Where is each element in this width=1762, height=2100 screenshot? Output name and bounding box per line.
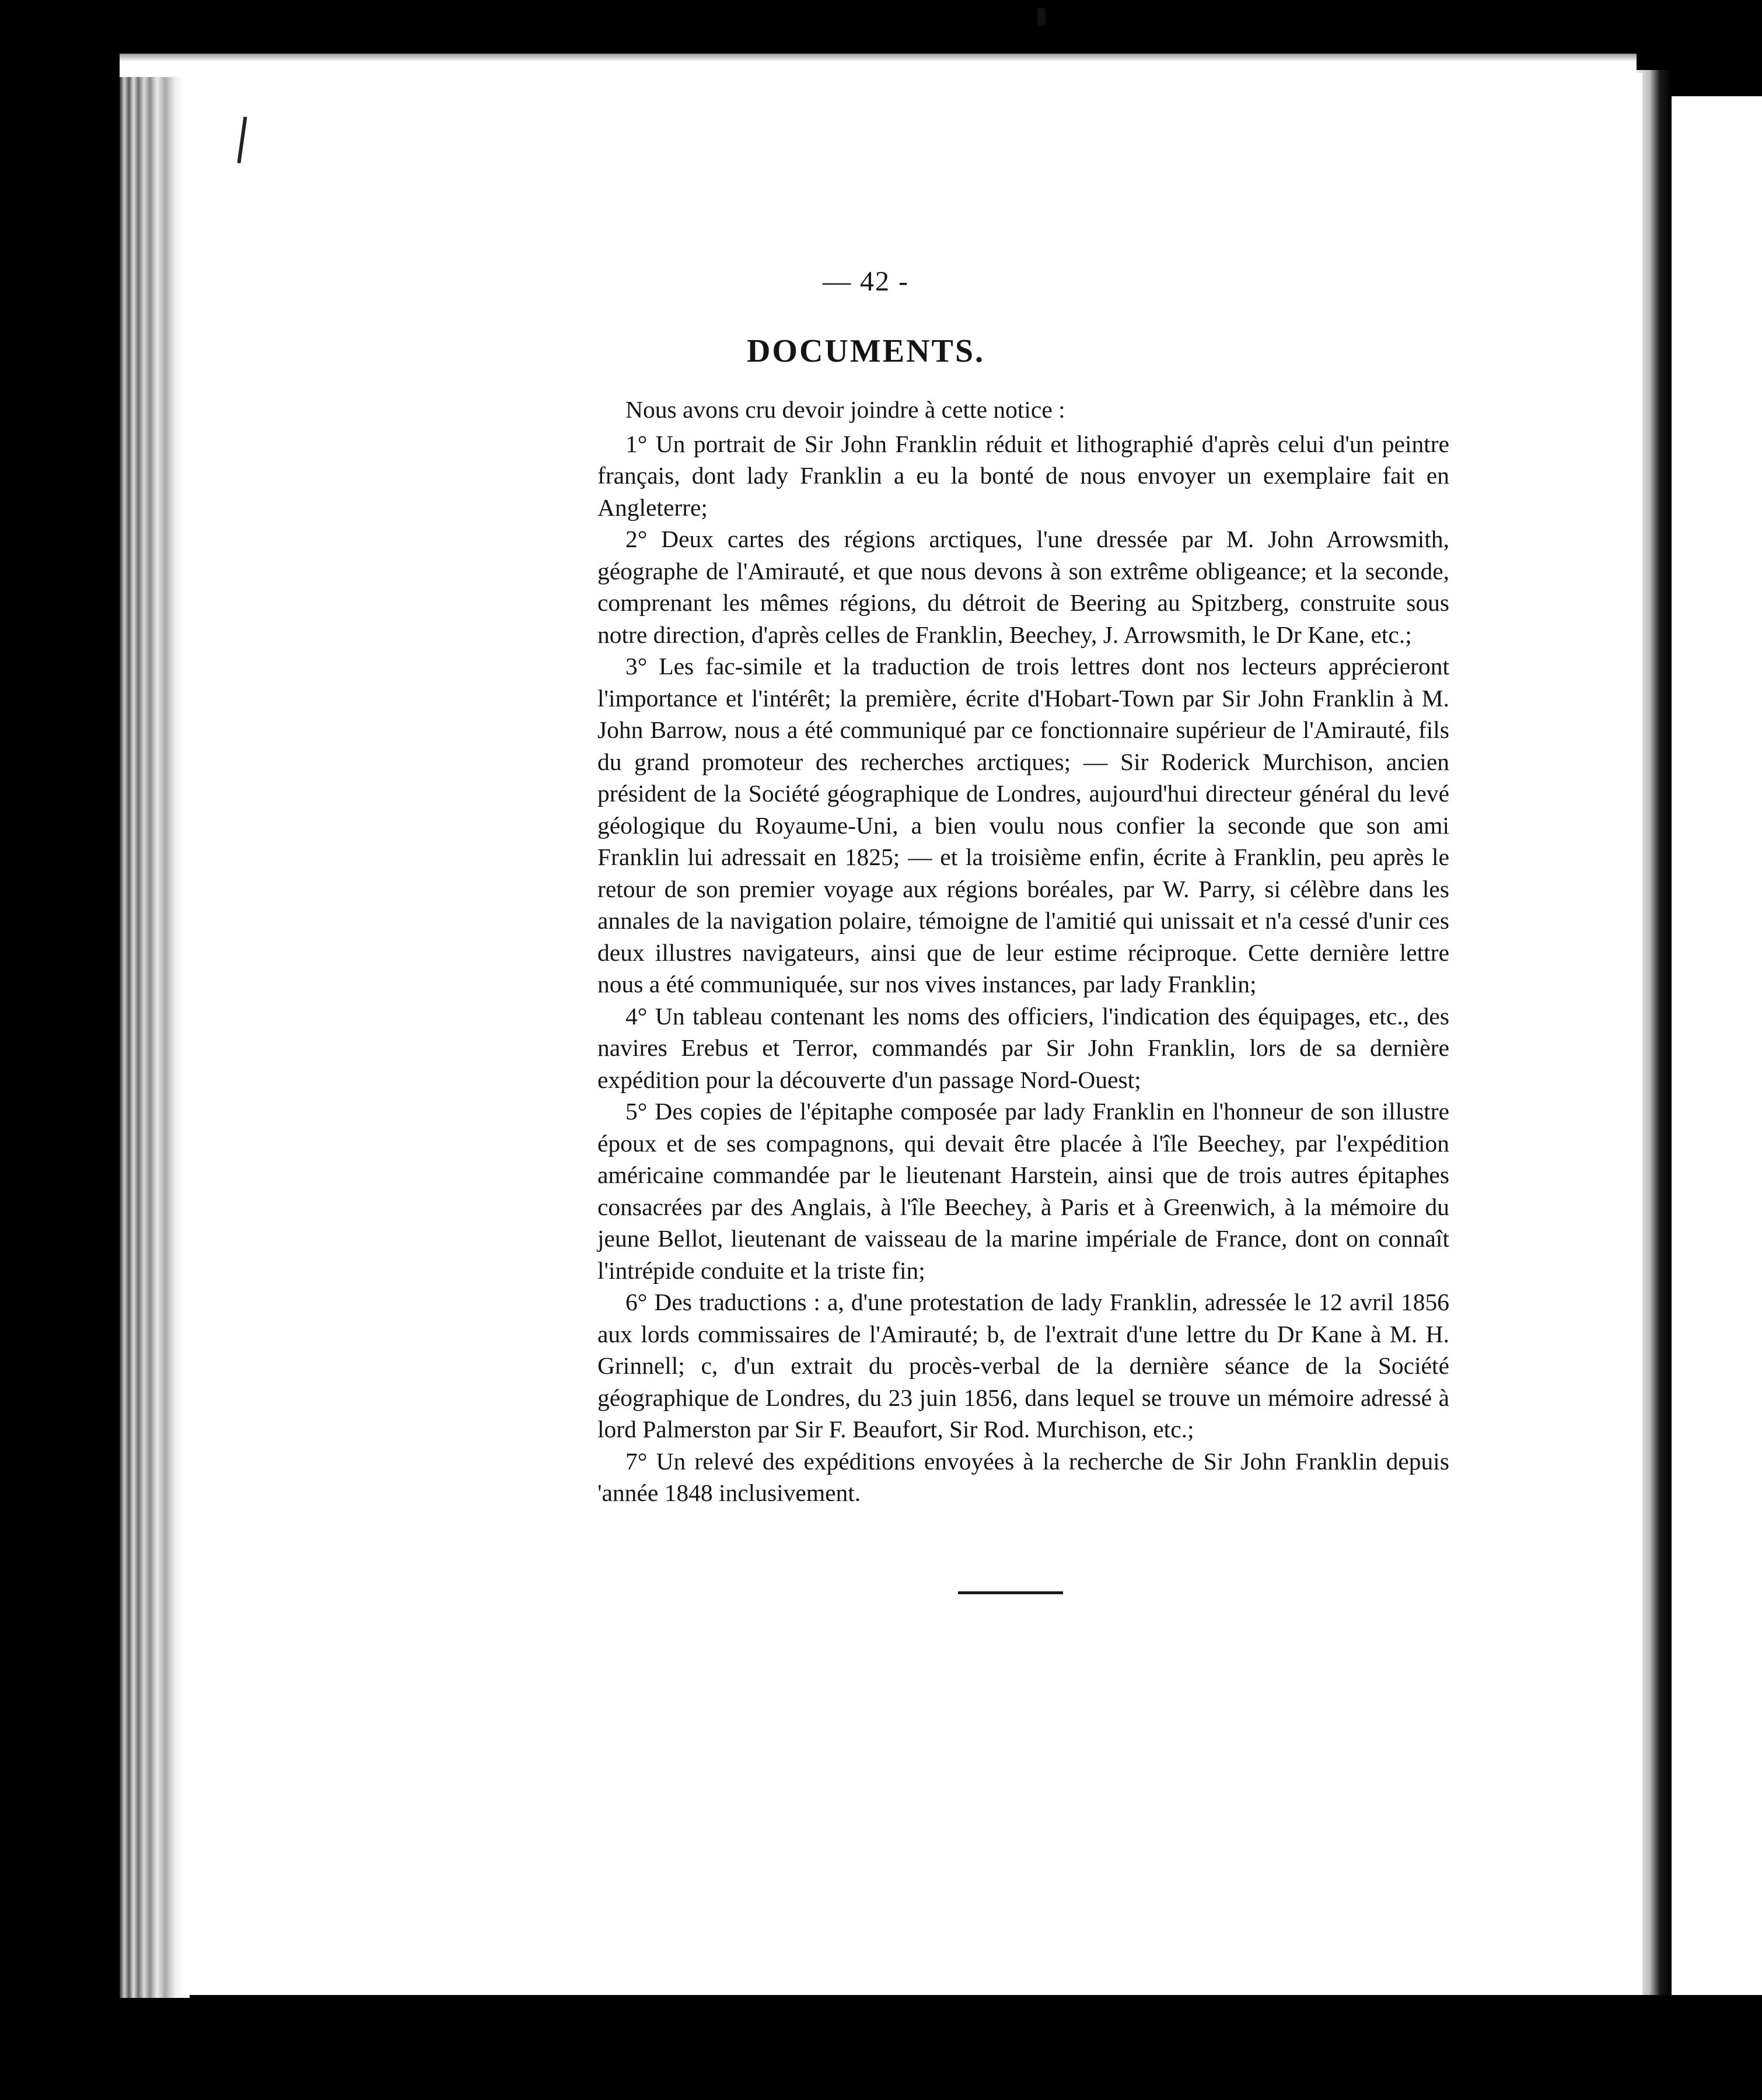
book-page-edges bbox=[120, 55, 190, 1998]
list-item-6: 6° Des traductions : a, d'une protestation de lady Franklin, adressée le 12 avril 1856 aux lords commissaires de l'Amirauté; b, de l'extrait d'une lettre du Dr Kane à M. H. Grinnell; c, d'un extrait du procès-verbal de la dernière séance de la Société géographique de Londres, du 23 juin 1856, dans lequel se trouve un mémoire adressé à lord Palmerston par Sir F. Beaufort, Sir Rod. Murchison, etc.; bbox=[597, 1289, 1449, 1443]
list-item-5: 5° Des copies de l'épitaphe composée par lady Franklin en l'honneur de son illustre époux et de ses compagnons, qui devait être placée à l'île Beechey, par l'expédition américaine commandée par le lieutenant Harstein, ainsi que de trois autres épitaphes consacrées par des Anglais, à l'île Beechey, à Paris et à Greenwich, à la mémoire du jeune Bellot, lieutenant de vaisseau de la marine impériale de France, dont on connaît l'intrépide conduite et la triste fin; bbox=[597, 1098, 1449, 1284]
list-item-2: 2° Deux cartes des régions arctiques, l'une dressée par M. John Arrowsmith, géographe de l'Amirauté, et que nous devons à son extrême obligeance; et la seconde, comprenant les mêmes régions, du détroit de Beering au Spitzberg, construite sous notre direction, d'après celles de Franklin, Beechey, J. Arrowsmith, le Dr Kane, etc.; bbox=[597, 526, 1449, 648]
list-item-1: 1° Un portrait de Sir John Franklin réduit et lithographié d'après celui d'un peintre français, dont lady Franklin a eu la bonté de nous envoyer un exemplaire fait en Angleterre; bbox=[597, 430, 1449, 521]
scan-bottom-border bbox=[0, 1998, 1762, 2100]
list-item-3: 3° Les fac-simile et la traduction de trois lettres dont nos lecteurs apprécieront l'importance et l'intérêt; la première, écrite d'Hobart-Town par Sir John Franklin à M. John Barrow, nous a été communiqué par ce fonctionnaire supérieur de l'Amirauté, fils du grand promoteur des recherches arctiques; — Sir Roderick Murchison, ancien président de la Société géographique de Londres, aujourd'hui directeur général du levé géologique du Royaume-Uni, a bien voulu nous confier la seconde que son ami Franklin lui adressait en 1825; — et la troisième enfin, écrite à Franklin, peu après le retour de son premier voyage aux régions boréales, par W. Parry, si célèbre dans les annales de la navigation polaire, témoigne de l'amitié qui unissait et n'a cessé d'unir ces deux illustres navigateurs, ainsi que de leur estime réciproque. Cette dernière lettre nous a été communiquée, sur nos vives instances, par lady Franklin; bbox=[597, 653, 1449, 998]
end-rule bbox=[958, 1591, 1063, 1594]
adjacent-page-edge bbox=[1669, 96, 1762, 1995]
list-item-7: 7° Un relevé des expéditions envoyées à la recherche de Sir John Franklin depuis 'année 1848 inclusivement. bbox=[597, 1447, 1449, 1506]
list-item-4: 4° Un tableau contenant les noms des officiers, l'indication des équipages, etc., des navires Erebus et Terror, commandés par Sir John Franklin, lors de sa dernière expédition pour la découverte d'un passage Nord-Ouest; bbox=[597, 1002, 1449, 1093]
scan-top-mark bbox=[1037, 8, 1046, 26]
page-number: — 42 - bbox=[823, 266, 909, 297]
document-body bbox=[597, 394, 1449, 1509]
page-heading: DOCUMENTS. bbox=[746, 333, 985, 369]
intro-paragraph: Nous avons cru devoir joindre à cette notice : bbox=[625, 396, 1065, 423]
